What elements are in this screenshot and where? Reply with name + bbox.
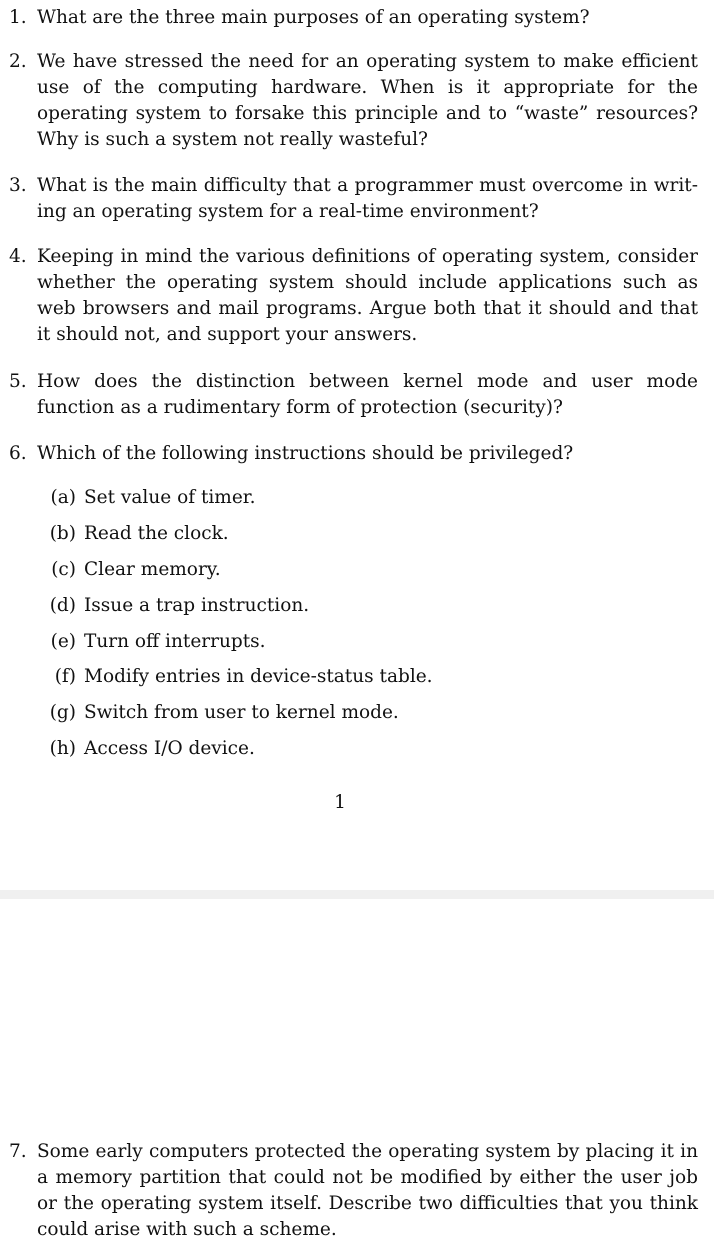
question-number: 2. bbox=[9, 51, 27, 72]
subitem-g bbox=[0, 700, 714, 726]
subitem-b bbox=[0, 521, 714, 547]
question-number: 5. bbox=[9, 371, 27, 392]
subitem-text: Access I/O device. bbox=[84, 738, 255, 759]
question-text: What are the three main purposes of an operating system? bbox=[37, 7, 590, 28]
subitem-f bbox=[0, 664, 714, 690]
question-number: 1. bbox=[9, 7, 27, 28]
question-number: 6. bbox=[9, 443, 27, 464]
question-text: Keeping in mind the various definitions of operating system, consider whether the operating system should include applications such as web browsers and mail programs. Argue both that it should and that it should not, and support your answers. bbox=[37, 246, 698, 345]
question-text: We have stressed the need for an operating system to make efficient use of the computing hardware. When is it appropriate for the operating system to forsake this principle and to “waste” resources? Why is such a system not really wasteful? bbox=[37, 51, 698, 150]
subitem-label: (h) bbox=[49, 738, 76, 759]
subitem-label: (e) bbox=[50, 631, 76, 652]
subitem-text: Clear memory. bbox=[84, 559, 221, 580]
subitem-d bbox=[0, 593, 714, 619]
question-number: 4. bbox=[9, 246, 27, 267]
question-text: Some early computers protected the operating system by placing it in a memory partition that could not be modified by either the user job or the operating system itself. Describe two difficulties that you think could arise with such a scheme. bbox=[37, 1141, 698, 1240]
subitem-label: (g) bbox=[49, 702, 76, 723]
question-number: 3. bbox=[9, 175, 27, 196]
subitem-text: Read the clock. bbox=[84, 523, 229, 544]
subitem-label: (f) bbox=[54, 666, 76, 687]
subitem-text: Issue a trap instruction. bbox=[84, 595, 310, 616]
subitem-text: Switch from user to kernel mode. bbox=[84, 702, 399, 723]
subitem-c bbox=[0, 557, 714, 583]
page-separator bbox=[0, 890, 714, 899]
document-page-2 bbox=[0, 899, 714, 1248]
subitem-text: Modify entries in device-status table. bbox=[84, 666, 433, 687]
question-text: What is the main difficulty that a programmer must overcome in writing an operating system for a real-time environment? bbox=[37, 175, 698, 222]
subitem-label: (a) bbox=[50, 487, 76, 508]
question-number: 7. bbox=[9, 1141, 27, 1162]
subitem-label: (d) bbox=[49, 595, 76, 616]
page-number: 1 bbox=[334, 792, 346, 813]
subitem-label: (c) bbox=[51, 559, 76, 580]
question-text: How does the distinction between kernel mode and user mode function as a rudimentary form of protection (security)? bbox=[37, 371, 698, 418]
subitem-text: Set value of timer. bbox=[84, 487, 256, 508]
subitem-a bbox=[0, 485, 714, 511]
subitem-e bbox=[0, 629, 714, 655]
subitem-label: (b) bbox=[49, 523, 76, 544]
subitem-text: Turn off interrupts. bbox=[84, 631, 266, 652]
question-text: Which of the following instructions should be privileged? bbox=[37, 443, 574, 464]
subitem-h bbox=[0, 736, 714, 762]
